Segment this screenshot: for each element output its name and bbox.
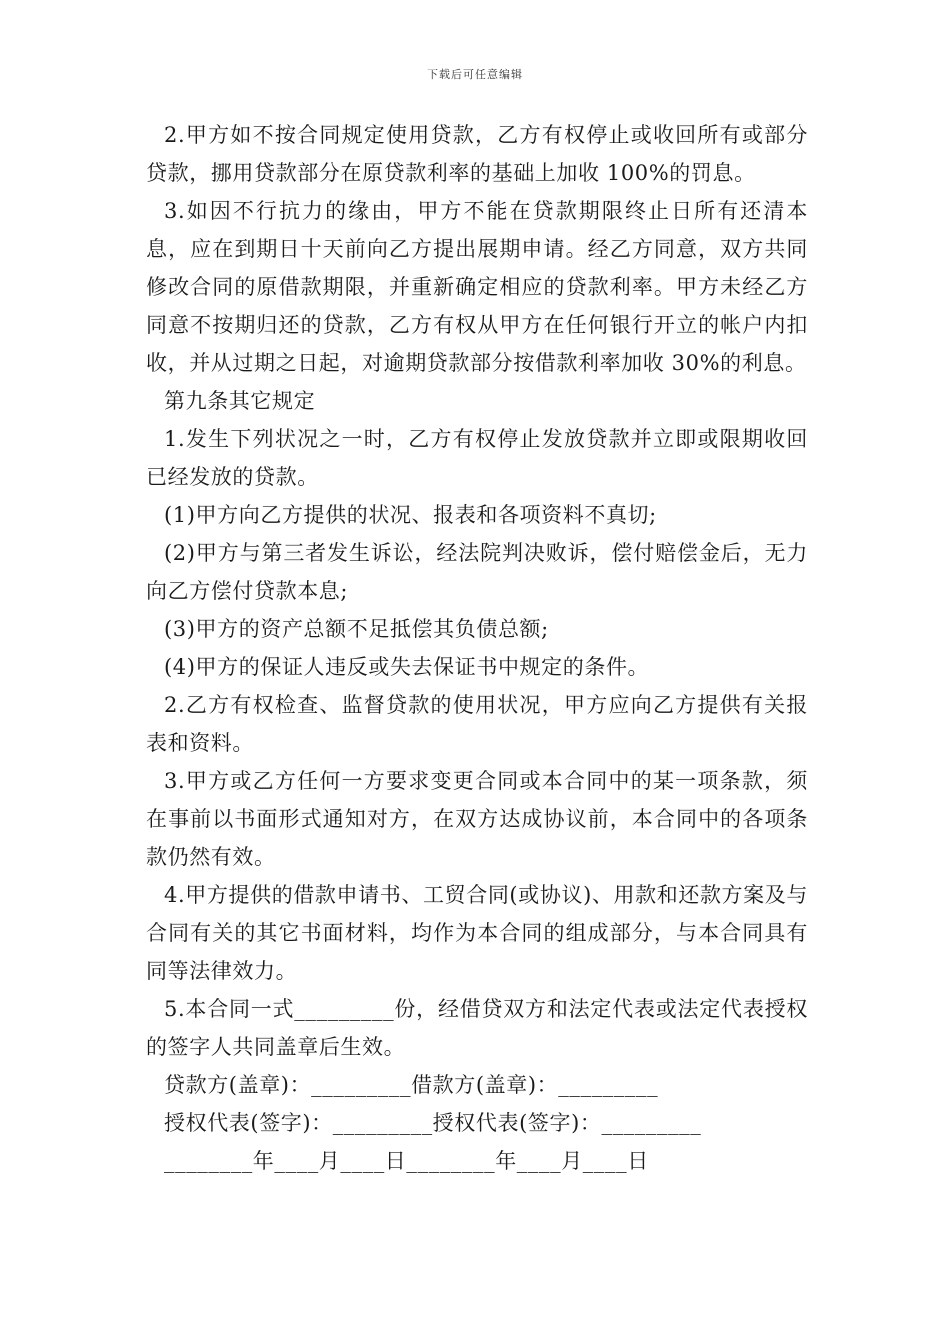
clause-8-item-2: 2.甲方如不按合同规定使用贷款，乙方有权停止或收回所有或部分贷款，挪用贷款部分在原贷款利率的基础上加收 100%的罚息。: [146, 123, 808, 185]
clause-8-item-3: 3.如因不行抗力的缘由，甲方不能在贷款期限终止日所有还清本息，应在到期日十天前向乙方提出展期申请。经乙方同意，双方共同修改合同的原借款期限，并重新确定相应的贷款利率。甲方未经乙方同意不按期归还的贷款，乙方有权从甲方在任何银行开立的帐户内扣收，并从过期之日起，对逾期贷款部分按借款利率加收 30%的利息。: [146, 199, 808, 375]
clause-9-heading: 第九条其它规定: [164, 389, 316, 413]
clause-9-sub-2: (2)甲方与第三者发生诉讼，经法院判决败诉，偿付赔偿金后，无力向乙方偿付贷款本息;: [146, 541, 808, 603]
page-header-note: 下载后可任意编辑: [427, 68, 523, 81]
clause-9-item-2: 2.乙方有权检查、监督贷款的使用状况，甲方应向乙方提供有关报表和资料。: [146, 693, 808, 755]
signature-seal-line: 贷款方(盖章)：_________借款方(盖章)：_________: [164, 1073, 659, 1097]
clause-9-item-1: 1.发生下列状况之一时，乙方有权停止发放贷款并立即或限期收回已经发放的贷款。: [146, 427, 808, 489]
contract-body: [146, 116, 808, 1180]
clause-9-item-3: 3.甲方或乙方任何一方要求变更合同或本合同中的某一项条款，须在事前以书面形式通知对方，在双方达成协议前，本合同中的各项条款仍然有效。: [146, 769, 808, 869]
signature-date-line: ________年____月____日________年____月____日: [164, 1149, 649, 1173]
clause-9-sub-3: (3)甲方的资产总额不足抵偿其负债总额;: [164, 617, 549, 641]
clause-9-item-5: 5.本合同一式_________份，经借贷双方和法定代表或法定代表授权的签字人共同盖章后生效。: [146, 997, 808, 1059]
clause-9-sub-4: (4)甲方的保证人违反或失去保证书中规定的条件。: [164, 655, 650, 679]
signature-representative-line: 授权代表(签字)：_________授权代表(签字)：_________: [164, 1111, 702, 1135]
clause-9-item-4: 4.甲方提供的借款申请书、工贸合同(或协议)、用款和还款方案及与合同有关的其它书面材料，均作为本合同的组成部分，与本合同具有同等法律效力。: [146, 883, 808, 983]
clause-9-sub-1: (1)甲方向乙方提供的状况、报表和各项资料不真切;: [164, 503, 657, 527]
